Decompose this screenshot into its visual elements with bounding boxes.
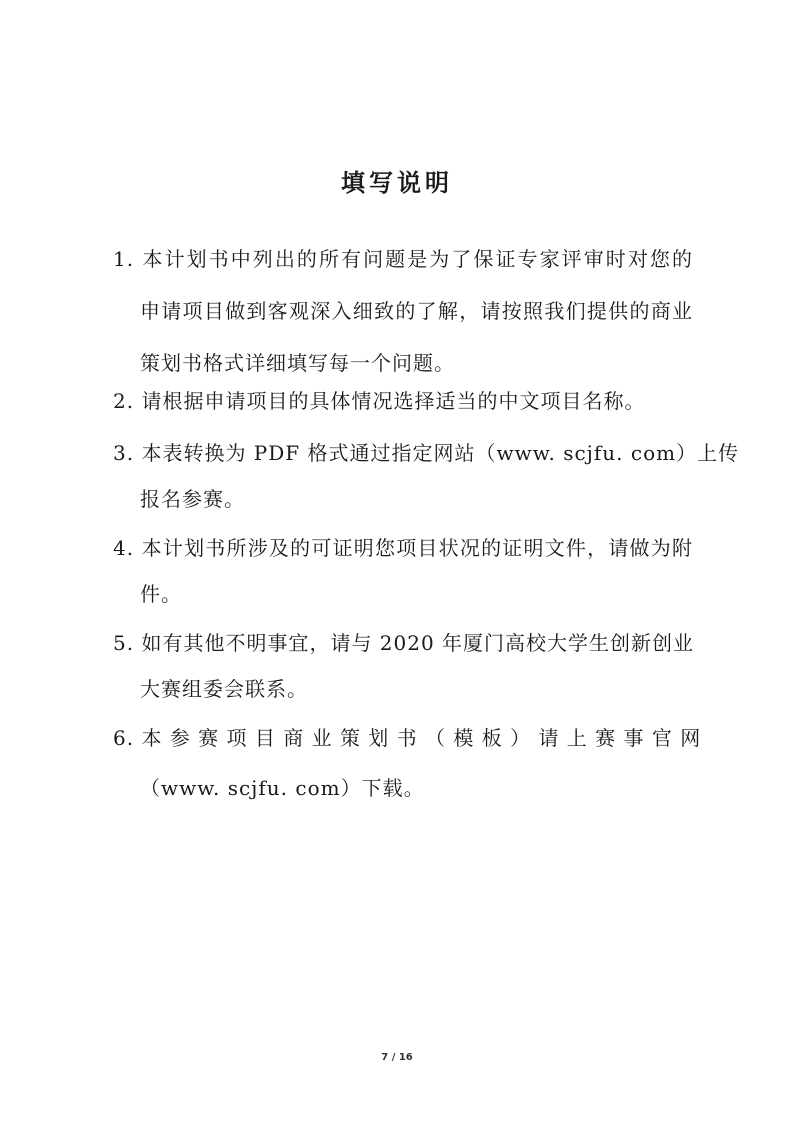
page-number: 7 / 16 [381, 1052, 413, 1063]
instruction-1-line-1: 1. 本计划书中列出的所有问题是为了保证专家评审时对您的 [113, 247, 693, 271]
page-title: 填写说明 [341, 169, 453, 197]
instruction-4-line-1: 4. 本计划书所涉及的可证明您项目状况的证明文件，请做为附 [113, 536, 693, 560]
instruction-3-line-1: 3. 本表转换为 PDF 格式通过指定网站（www. scjfu. com）上传 [113, 441, 740, 465]
instruction-3-line-2: 报名参赛。 [140, 487, 245, 511]
instruction-1-line-2: 申请项目做到客观深入细致的了解，请按照我们提供的商业 [140, 299, 693, 323]
instruction-2-line-1: 2. 请根据申请项目的具体情况选择适当的中文项目名称。 [113, 389, 646, 413]
instruction-5-line-1: 5. 如有其他不明事宜，请与 2020 年厦门高校大学生创新创业 [113, 631, 695, 655]
instruction-6-line-1: 6. 本 参 赛 项 目 商 业 策 划 书 （ 模 板 ） 请 上 赛 事 官 网 [113, 726, 702, 750]
instruction-6-line-2: （www. scjfu. com）下载。 [140, 776, 425, 800]
instruction-1-line-3: 策划书格式详细填写每一个问题。 [140, 351, 455, 375]
instruction-5-line-2: 大赛组委会联系。 [140, 677, 308, 701]
instruction-4-line-2: 件。 [140, 582, 182, 606]
